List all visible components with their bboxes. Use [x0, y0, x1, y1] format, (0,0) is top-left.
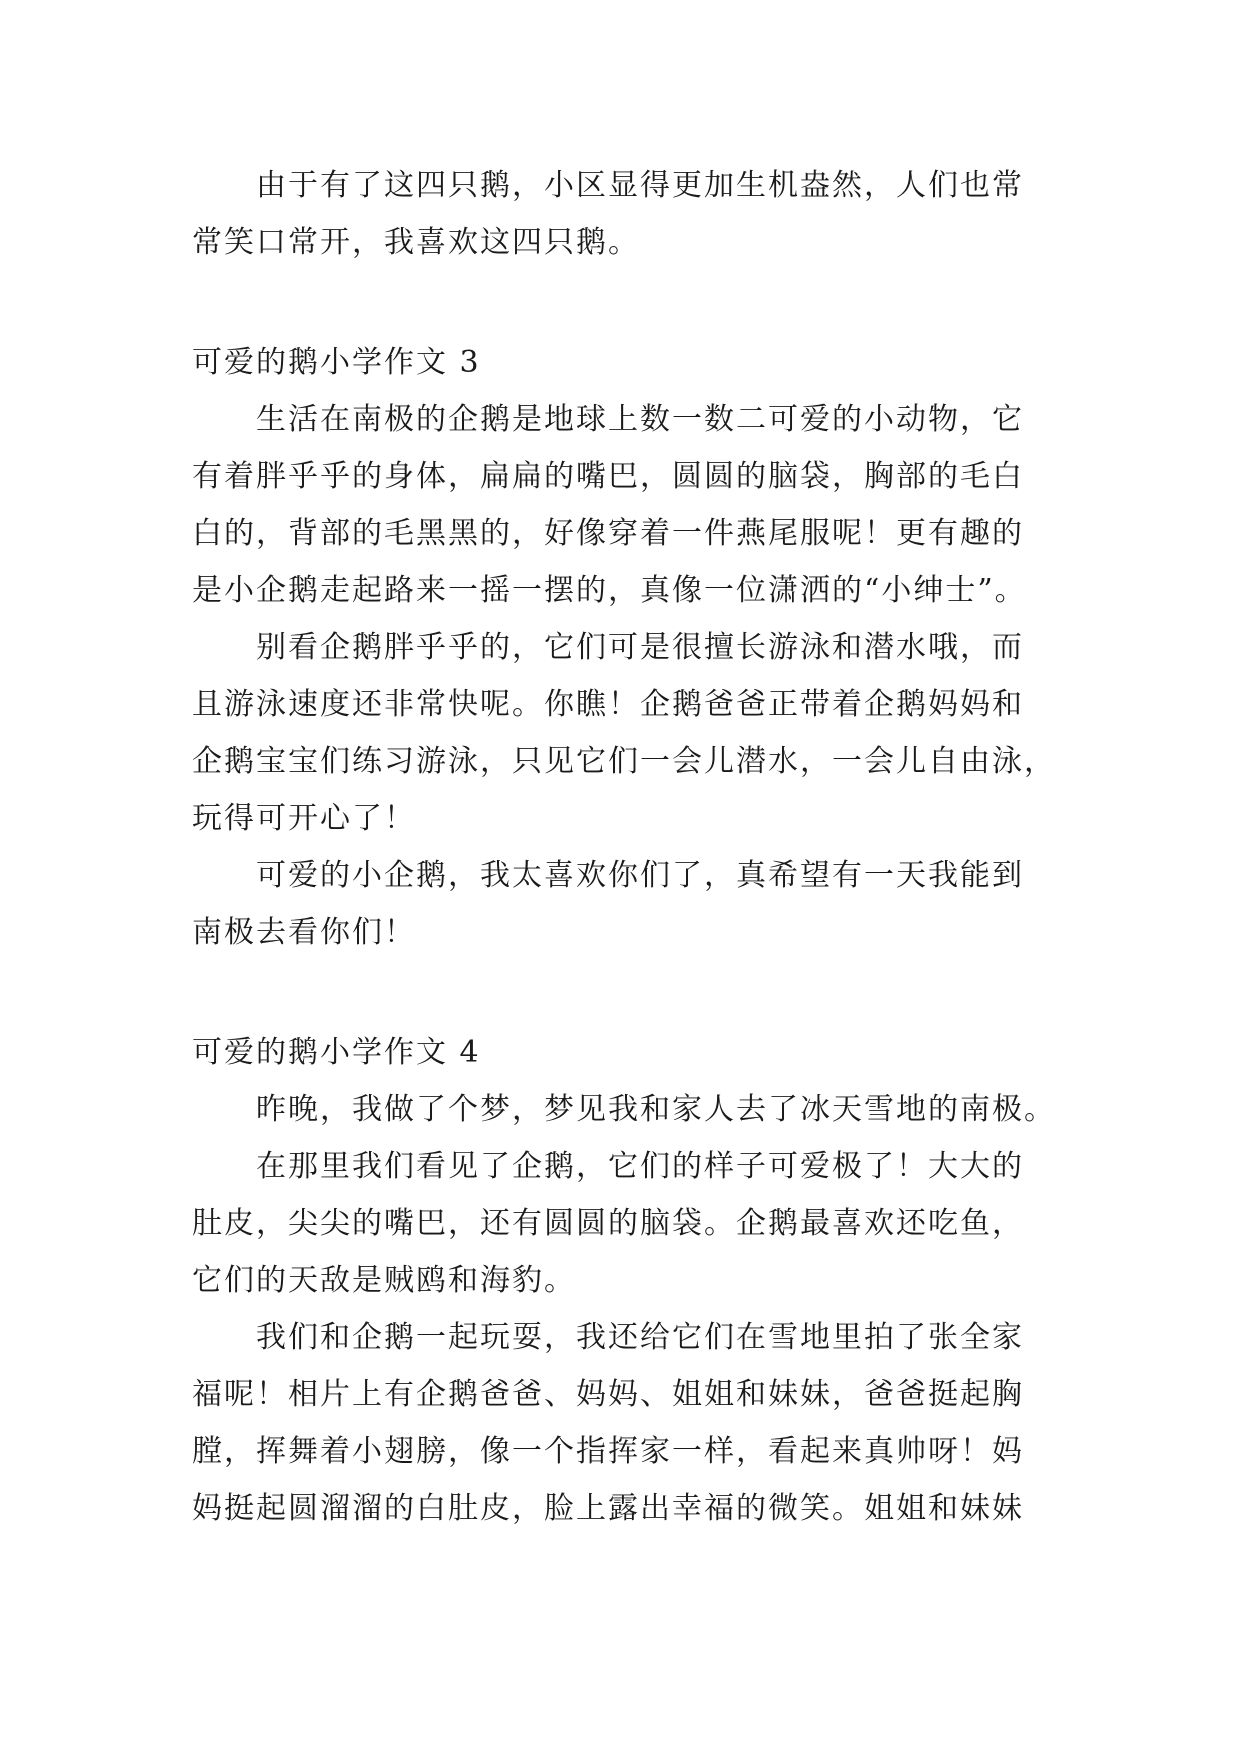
section-heading-4: 可爱的鹅小学作文 4	[192, 1035, 481, 1070]
paragraph-line: 可爱的小企鹅，我太喜欢你们了，真希望有一天我能到	[256, 858, 1024, 893]
paragraph-line: 是小企鹅走起路来一摇一摆的，真像一位潇洒的“小绅士”。	[192, 573, 1027, 608]
paragraph-line: 且游泳速度还非常快呢。你瞧！企鹅爸爸正带着企鹅妈妈和	[192, 687, 1024, 722]
paragraph-line: 膛，挥舞着小翅膀，像一个指挥家一样，看起来真帅呀！妈	[192, 1434, 1024, 1469]
paragraph-line: 肚皮，尖尖的嘴巴，还有圆圆的脑袋。企鹅最喜欢还吃鱼，	[192, 1206, 1024, 1241]
paragraph-line: 别看企鹅胖乎乎的，它们可是很擅长游泳和潜水哦，而	[256, 630, 1024, 665]
section-heading-3: 可爱的鹅小学作文 3	[192, 345, 481, 380]
paragraph-line: 南极去看你们！	[192, 915, 416, 950]
paragraph-line: 生活在南极的企鹅是地球上数一数二可爱的小动物，它	[256, 402, 1024, 437]
paragraph-line: 它们的天敌是贼鸥和海豹。	[192, 1263, 576, 1298]
paragraph-line: 玩得可开心了！	[192, 801, 416, 836]
paragraph-line: 常笑口常开，我喜欢这四只鹅。	[192, 225, 640, 260]
paragraph-line: 妈挺起圆溜溜的白肚皮，脸上露出幸福的微笑。姐姐和妹妹	[192, 1491, 1024, 1526]
paragraph-line: 有着胖乎乎的身体，扁扁的嘴巴，圆圆的脑袋，胸部的毛白	[192, 459, 1024, 494]
paragraph-line: 白的，背部的毛黑黑的，好像穿着一件燕尾服呢！更有趣的	[192, 516, 1024, 551]
paragraph-line: 在那里我们看见了企鹅，它们的样子可爱极了！大大的	[256, 1149, 1024, 1184]
paragraph-line: 福呢！相片上有企鹅爸爸、妈妈、姐姐和妹妹，爸爸挺起胸	[192, 1377, 1024, 1412]
paragraph-line: 企鹅宝宝们练习游泳，只见它们一会儿潜水，一会儿自由泳，	[192, 744, 1056, 779]
paragraph-line: 我们和企鹅一起玩耍，我还给它们在雪地里拍了张全家	[256, 1320, 1024, 1355]
paragraph-line: 由于有了这四只鹅，小区显得更加生机盎然，人们也常	[256, 168, 1024, 203]
paragraph-line: 昨晚，我做了个梦，梦见我和家人去了冰天雪地的南极。	[256, 1092, 1056, 1127]
